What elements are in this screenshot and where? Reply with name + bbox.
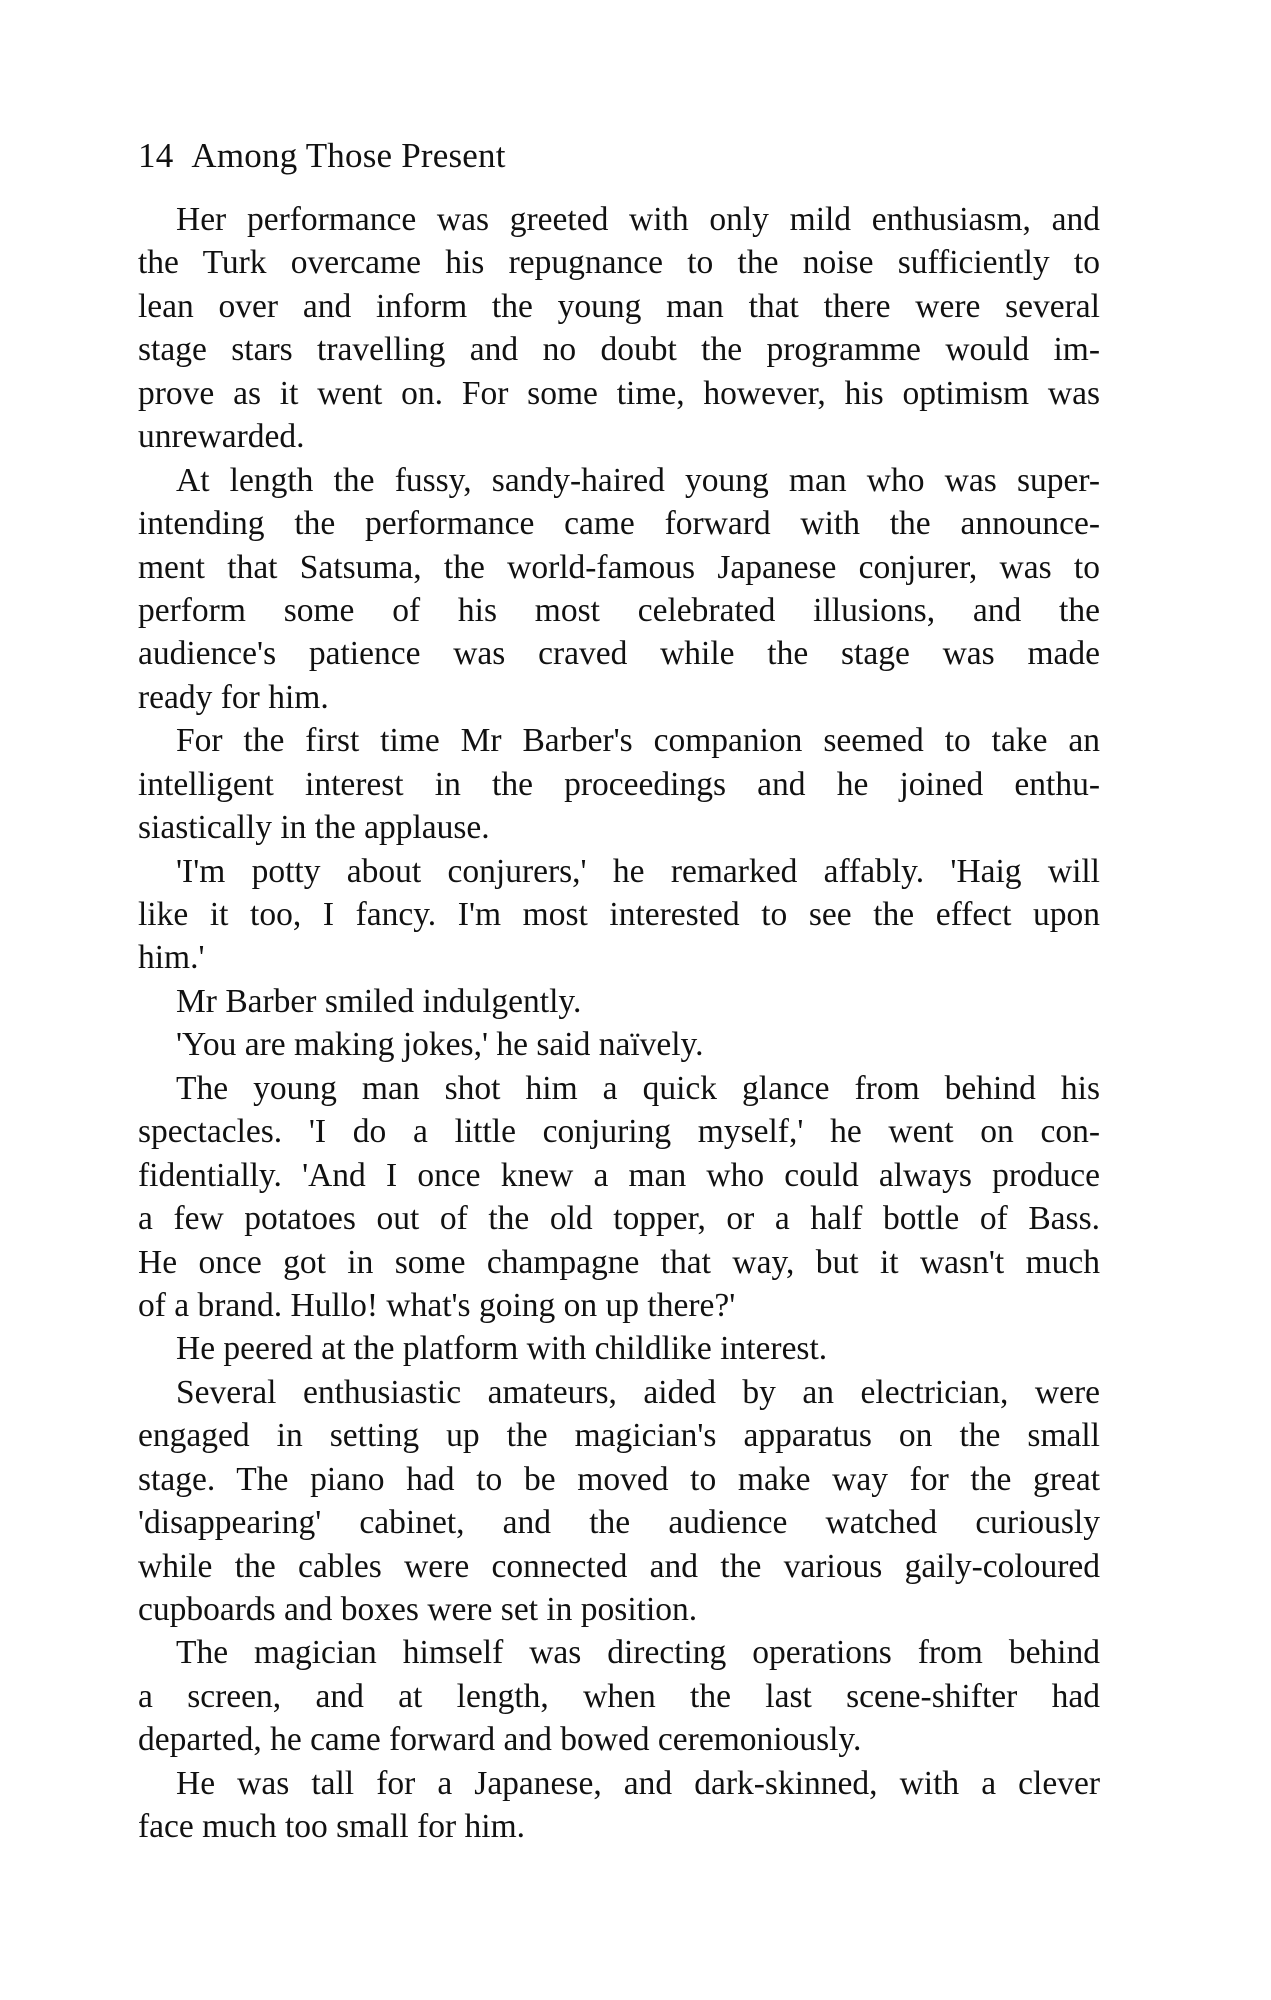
text-line: intelligent interest in the proceedings and he joined enthu- — [138, 765, 1100, 803]
text-line: ment that Satsuma, the world-famous Japanese conjurer, was to — [138, 548, 1100, 586]
text-line: The magician himself was directing operations from behind — [176, 1634, 1100, 1672]
text-line: unrewarded. — [138, 418, 305, 456]
paragraph — [138, 1067, 1100, 1328]
paragraph — [138, 1631, 1100, 1761]
text-line: Mr Barber smiled indulgently. — [176, 982, 582, 1020]
paragraph — [138, 198, 1100, 459]
paragraph — [138, 1023, 1100, 1066]
text-line: perform some of his most celebrated illusions, and the — [138, 591, 1100, 629]
paragraph — [138, 1371, 1100, 1632]
paragraph — [138, 1762, 1100, 1849]
text-line: him.' — [138, 939, 205, 977]
text-line: For the first time Mr Barber's companion seemed to take an — [176, 722, 1100, 760]
paragraph — [138, 850, 1100, 980]
text-line: engaged in setting up the magician's apparatus on the small — [138, 1417, 1100, 1455]
text-line: Several enthusiastic amateurs, aided by an electrician, were — [176, 1373, 1100, 1411]
running-title: Among Those Present — [191, 136, 506, 175]
text-line: The young man shot him a quick glance from behind his — [176, 1069, 1100, 1107]
page-number: 14 — [138, 136, 174, 175]
text-line: cupboards and boxes were set in position. — [138, 1591, 698, 1628]
paragraph — [138, 980, 1100, 1023]
text-line: He peered at the platform with childlike interest. — [176, 1330, 828, 1368]
body-text — [138, 198, 1100, 1849]
text-line: He once got in some champagne that way, but it wasn't much — [138, 1243, 1100, 1281]
text-line: 'I'm potty about conjurers,' he remarked affably. 'Haig will — [176, 852, 1100, 890]
text-line: like it too, I fancy. I'm most interested to see the effect upon — [138, 896, 1100, 933]
text-line: ready for him. — [138, 678, 329, 716]
text-line: He was tall for a Japanese, and dark-skinned, with a clever — [176, 1764, 1100, 1802]
text-line: prove as it went on. For some time, however, his optimism was — [138, 374, 1100, 412]
text-line: siastically in the applause. — [138, 809, 490, 847]
paragraph — [138, 1327, 1100, 1370]
text-line: a few potatoes out of the old topper, or a half bottle of Bass. — [138, 1200, 1100, 1238]
text-line: fidentially. 'And I once knew a man who could always produce — [138, 1156, 1100, 1194]
text-line: 'You are making jokes,' he said naïvely. — [176, 1026, 704, 1064]
paragraph — [138, 459, 1100, 720]
text-line: 'disappearing' cabinet, and the audience watched curiously — [138, 1504, 1100, 1542]
text-line: departed, he came forward and bowed ceremoniously. — [138, 1721, 862, 1759]
text-line: a screen, and at length, when the last scene-shifter had — [138, 1677, 1100, 1715]
text-line: spectacles. 'I do a little conjuring myself,' he went on con- — [138, 1113, 1100, 1151]
paragraph — [138, 719, 1100, 849]
text-line: stage stars travelling and no doubt the programme would im- — [138, 331, 1100, 369]
text-line: face much too small for him. — [138, 1808, 526, 1846]
text-line: At length the fussy, sandy-haired young man who was super- — [176, 461, 1100, 499]
text-line: intending the performance came forward with the announce- — [138, 505, 1100, 543]
text-line: audience's patience was craved while the stage was made — [138, 635, 1100, 673]
text-line: of a brand. Hullo! what's going on up there?' — [138, 1286, 736, 1324]
text-line: the Turk overcame his repugnance to the noise sufficiently to — [138, 244, 1100, 282]
running-head — [138, 134, 506, 178]
text-line: Her performance was greeted with only mild enthusiasm, and — [176, 201, 1100, 238]
text-line: stage. The piano had to be moved to make way for the great — [138, 1460, 1100, 1498]
text-line: while the cables were connected and the various gaily-coloured — [138, 1547, 1100, 1585]
text-line: lean over and inform the young man that there were several — [138, 287, 1100, 325]
